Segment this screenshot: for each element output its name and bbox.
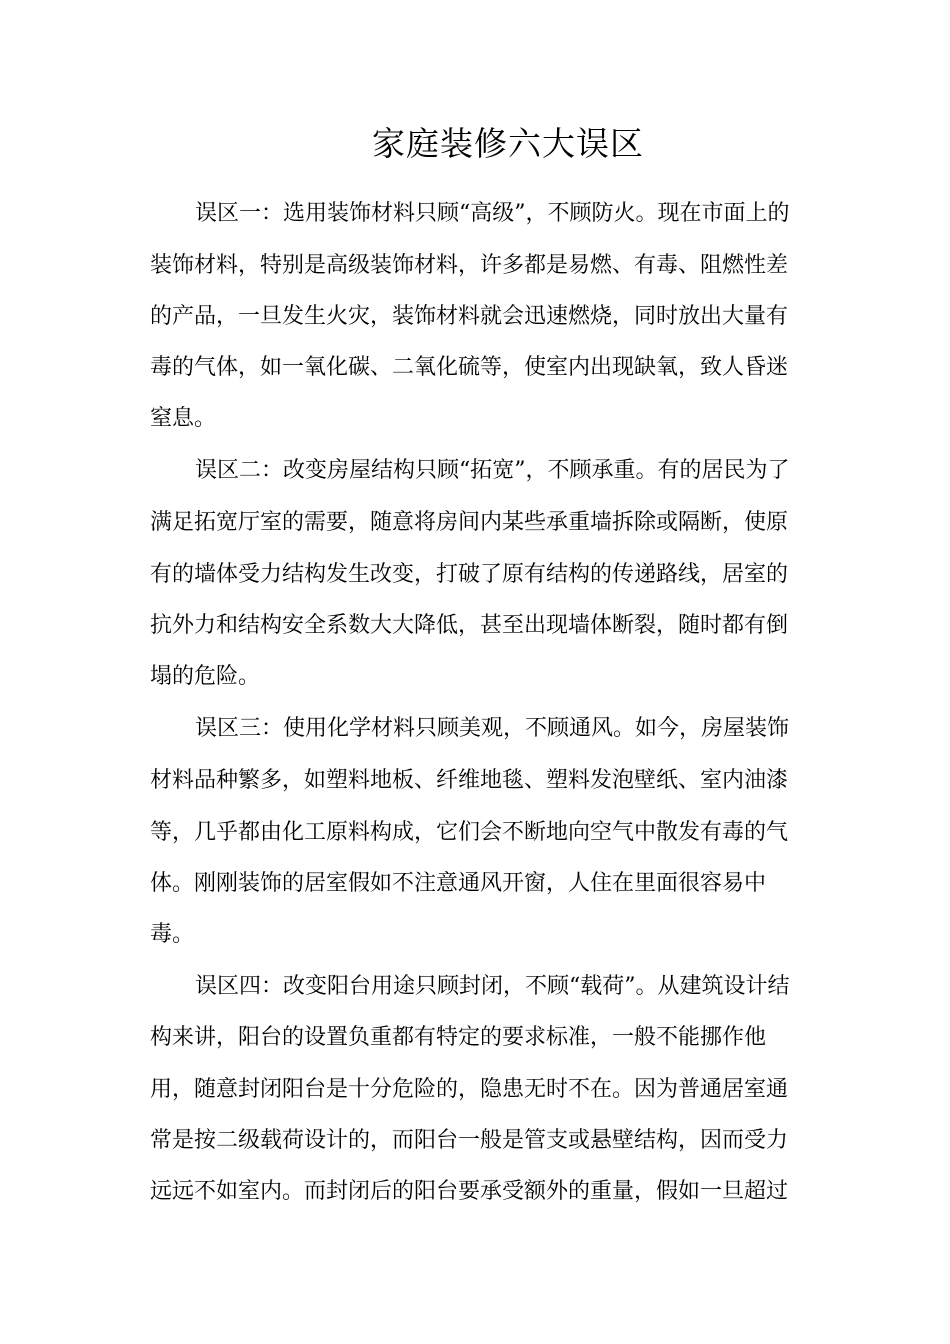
text-line: 误区四：改变阳台用途只顾封闭，不顾“载荷”。从建筑设计结 (195, 974, 790, 999)
text-line: 等，几乎都由化工原料构成，它们会不断地向空气中散发有毒的气 (150, 820, 789, 845)
document-title: 家庭装修六大误区 (372, 124, 644, 163)
text-line: 误区二：改变房屋结构只顾“拓宽”，不顾承重。有的居民为了 (195, 458, 790, 483)
text-line: 窒息。 (150, 406, 217, 431)
text-line: 毒的气体，如一氧化碳、二氧化硫等，使室内出现缺氧，致人昏迷 (150, 355, 789, 380)
text-line: 材料品种繁多，如塑料地板、纤维地毯、塑料发泡壁纸、室内油漆 (150, 768, 789, 793)
text-line: 满足拓宽厅室的需要，随意将房间内某些承重墙拆除或隔断，使原 (150, 510, 789, 535)
text-line: 抗外力和结构安全系数大大降低，甚至出现墙体断裂，随时都有倒 (150, 613, 789, 638)
text-line: 用，随意封闭阳台是十分危险的，隐患无时不在。因为普通居室通 (150, 1077, 789, 1102)
text-line: 有的墙体受力结构发生改变，打破了原有结构的传递路线，居室的 (150, 562, 789, 587)
text-line: 装饰材料，特别是高级装饰材料，许多都是易燃、有毒、阻燃性差 (150, 253, 789, 278)
text-line: 误区一：选用装饰材料只顾“高级”，不顾防火。现在市面上的 (195, 201, 790, 226)
text-line: 构来讲，阳台的设置负重都有特定的要求标准，一般不能挪作他 (150, 1025, 767, 1050)
text-line: 体。刚刚装饰的居室假如不注意通风开窗，人住在里面很容易中 (150, 871, 767, 896)
text-line: 常是按二级载荷设计的，而阳台一般是管支或悬壁结构，因而受力 (150, 1128, 789, 1153)
text-line: 塌的危险。 (150, 664, 261, 689)
text-line: 的产品，一旦发生火灾，装饰材料就会迅速燃烧，同时放出大量有 (150, 304, 789, 329)
text-line: 远远不如室内。而封闭后的阳台要承受额外的重量，假如一旦超过 (150, 1179, 789, 1204)
text-line: 误区三：使用化学材料只顾美观，不顾通风。如今，房屋装饰 (195, 716, 790, 741)
text-line: 毒。 (150, 922, 195, 947)
